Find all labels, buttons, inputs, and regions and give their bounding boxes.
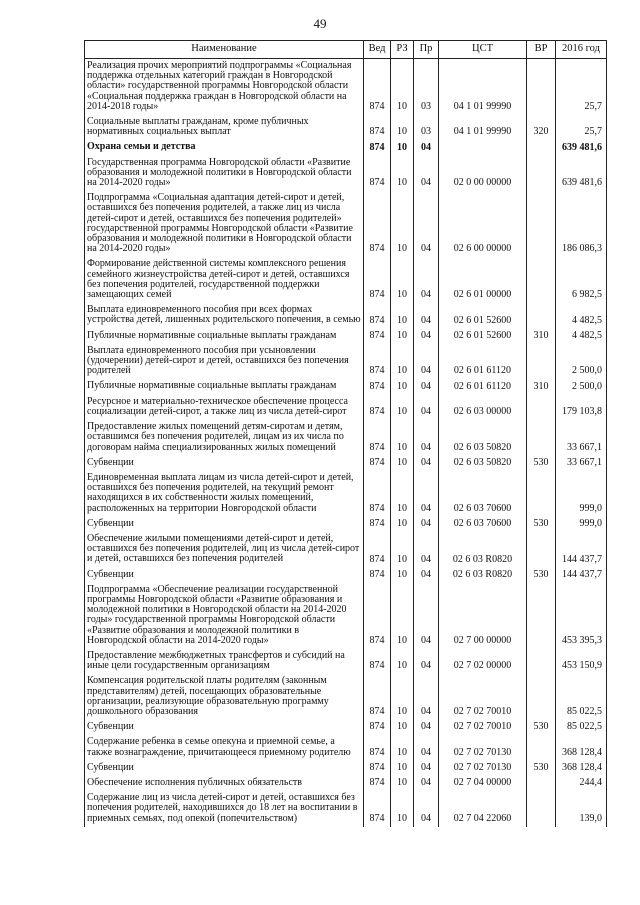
row-rz: 10 <box>391 257 414 303</box>
row-rz: 10 <box>391 583 414 649</box>
table-row <box>85 140 607 155</box>
table-row <box>85 379 607 394</box>
table-row <box>85 568 607 583</box>
row-cst: 02 6 00 00000 <box>439 191 527 257</box>
row-name: Содержание лиц из числа детей-сирот и детей, оставшихся без попечения родителей, находившихся до 18 лет на воспитании в приемных семьях, под опекой (попечительством) <box>85 791 364 827</box>
row-ved: 874 <box>364 395 391 420</box>
row-amount: 6 982,5 <box>556 257 607 303</box>
row-vr <box>527 583 556 649</box>
table-row <box>85 344 607 380</box>
row-pr: 04 <box>414 344 439 380</box>
row-amount: 2 500,0 <box>556 379 607 394</box>
row-ved: 874 <box>364 140 391 155</box>
row-name: Формирование действенной системы комплексного решения семейного жизнеустройства детей-сирот и детей, оставшихся без попечения родителей, государственной поддержки замещающих семей <box>85 257 364 303</box>
table-row <box>85 329 607 344</box>
row-name: Предоставление жилых помещений детям-сиротам и детям, оставшимся без попечения родителей, лицам из их числа по договорам найма специализированных жилых помещений <box>85 420 364 456</box>
row-rz: 10 <box>391 649 414 674</box>
row-cst: 02 7 02 70130 <box>439 735 527 760</box>
row-rz: 10 <box>391 776 414 791</box>
row-name: Обеспечение исполнения публичных обязательств <box>85 776 364 791</box>
row-cst: 02 6 03 50820 <box>439 420 527 456</box>
row-name: Субвенции <box>85 568 364 583</box>
table-row <box>85 776 607 791</box>
table-row <box>85 156 607 192</box>
row-rz: 10 <box>391 303 414 328</box>
row-cst: 02 6 03 R0820 <box>439 532 527 568</box>
row-vr <box>527 140 556 155</box>
table-row <box>85 420 607 456</box>
table-row <box>85 115 607 140</box>
row-vr <box>527 776 556 791</box>
row-vr <box>527 532 556 568</box>
row-name: Обеспечение жилыми помещениями детей-сирот и детей, оставшихся без попечения родителей, лиц из числа детей-сирот и детей, оставшихся без попечения родителей <box>85 532 364 568</box>
row-cst: 02 7 02 00000 <box>439 649 527 674</box>
row-name: Публичные нормативные социальные выплаты гражданам <box>85 379 364 394</box>
row-rz: 10 <box>391 329 414 344</box>
row-amount: 4 482,5 <box>556 329 607 344</box>
row-vr: 530 <box>527 517 556 532</box>
table-row <box>85 456 607 471</box>
row-cst: 02 6 03 50820 <box>439 456 527 471</box>
row-pr: 04 <box>414 140 439 155</box>
row-ved: 874 <box>364 735 391 760</box>
row-amount: 4 482,5 <box>556 303 607 328</box>
row-ved: 874 <box>364 59 391 116</box>
row-cst: 02 0 00 00000 <box>439 156 527 192</box>
row-pr: 04 <box>414 257 439 303</box>
row-pr: 04 <box>414 720 439 735</box>
row-amount: 453 150,9 <box>556 649 607 674</box>
row-name: Субвенции <box>85 761 364 776</box>
row-name: Субвенции <box>85 456 364 471</box>
row-cst: 02 6 01 52600 <box>439 303 527 328</box>
row-amount: 2 500,0 <box>556 344 607 380</box>
row-name: Субвенции <box>85 517 364 532</box>
table-header-row <box>85 41 607 59</box>
row-ved: 874 <box>364 471 391 517</box>
row-cst: 02 7 02 70010 <box>439 674 527 720</box>
row-rz: 10 <box>391 344 414 380</box>
row-ved: 874 <box>364 776 391 791</box>
row-pr: 04 <box>414 329 439 344</box>
row-pr: 04 <box>414 649 439 674</box>
row-rz: 10 <box>391 517 414 532</box>
row-amount: 33 667,1 <box>556 456 607 471</box>
row-amount: 25,7 <box>556 59 607 116</box>
row-name: Ресурсное и материально-техническое обеспечение процесса социализации детей-сирот, а также лиц из числа детей-сирот <box>85 395 364 420</box>
header-cst: ЦСТ <box>439 41 527 59</box>
row-ved: 874 <box>364 532 391 568</box>
row-rz: 10 <box>391 720 414 735</box>
row-name: Подпрограмма «Обеспечение реализации государственной программы Новгородской области «Развитие образования и молодежной политики в Новгородской области на 2014-2020 годы» государственной программы Новгородской области «Развитие образования и молодежной политики в Новгородской области на 2014-2020 годы» <box>85 583 364 649</box>
row-ved: 874 <box>364 420 391 456</box>
row-amount: 244,4 <box>556 776 607 791</box>
page-number: 49 <box>313 16 327 31</box>
row-ved: 874 <box>364 191 391 257</box>
row-cst: 02 7 02 70010 <box>439 720 527 735</box>
row-amount: 639 481,6 <box>556 140 607 155</box>
row-amount: 25,7 <box>556 115 607 140</box>
row-ved: 874 <box>364 583 391 649</box>
row-rz: 10 <box>391 379 414 394</box>
row-amount: 368 128,4 <box>556 761 607 776</box>
row-vr <box>527 303 556 328</box>
header-name: Наименование <box>85 41 364 59</box>
row-vr <box>527 791 556 827</box>
row-name: Государственная программа Новгородской области «Развитие образования и молодежной политики в Новгородской области на 2014-2020 годы» <box>85 156 364 192</box>
row-ved: 874 <box>364 568 391 583</box>
budget-table <box>84 40 607 827</box>
row-name: Социальные выплаты гражданам, кроме публичных нормативных социальных выплат <box>85 115 364 140</box>
row-rz: 10 <box>391 532 414 568</box>
table-row <box>85 583 607 649</box>
table-row <box>85 59 607 116</box>
row-pr: 03 <box>414 115 439 140</box>
row-cst: 02 7 04 00000 <box>439 776 527 791</box>
row-ved: 874 <box>364 257 391 303</box>
row-name: Содержание ребенка в семье опекуна и приемной семье, а также вознаграждение, причитающееся приемному родителю <box>85 735 364 760</box>
row-amount: 368 128,4 <box>556 735 607 760</box>
row-name: Выплата единовременного пособия при усыновлении (удочерении) детей-сирот и детей, оставшихся без попечения родителей <box>85 344 364 380</box>
header-year: 2016 год <box>556 41 607 59</box>
row-ved: 874 <box>364 456 391 471</box>
row-vr <box>527 735 556 760</box>
row-ved: 874 <box>364 761 391 776</box>
row-amount: 639 481,6 <box>556 156 607 192</box>
row-cst: 02 6 03 R0820 <box>439 568 527 583</box>
row-name: Реализация прочих мероприятий подпрограммы «Социальная поддержка отдельных категорий граждан в Новгородской области» государственной программы Новгородской области «Социальная поддержка граждан в Новгородской области на 2014-2018 годы» <box>85 59 364 116</box>
row-ved: 874 <box>364 344 391 380</box>
row-vr: 310 <box>527 329 556 344</box>
row-cst: 02 7 04 22060 <box>439 791 527 827</box>
row-amount: 179 103,8 <box>556 395 607 420</box>
row-cst: 02 6 01 61120 <box>439 379 527 394</box>
row-name: Охрана семьи и детства <box>85 140 364 155</box>
table-row <box>85 761 607 776</box>
row-rz: 10 <box>391 735 414 760</box>
table-row <box>85 191 607 257</box>
row-vr: 530 <box>527 761 556 776</box>
row-vr <box>527 59 556 116</box>
row-cst: 02 7 00 00000 <box>439 583 527 649</box>
row-amount: 144 437,7 <box>556 568 607 583</box>
row-pr: 04 <box>414 191 439 257</box>
row-name: Единовременная выплата лицам из числа детей-сирот и детей, оставшихся без попечения родителей, на текущий ремонт находящихся в их собственности жилых помещений, расположенных на территории Новгородской области <box>85 471 364 517</box>
row-rz: 10 <box>391 420 414 456</box>
row-ved: 874 <box>364 791 391 827</box>
row-vr <box>527 674 556 720</box>
row-pr: 04 <box>414 532 439 568</box>
header-vr: ВР <box>527 41 556 59</box>
row-rz: 10 <box>391 471 414 517</box>
row-rz: 10 <box>391 761 414 776</box>
table-row <box>85 791 607 827</box>
row-cst: 02 6 03 00000 <box>439 395 527 420</box>
row-rz: 10 <box>391 791 414 827</box>
row-pr: 04 <box>414 379 439 394</box>
row-ved: 874 <box>364 329 391 344</box>
table-row <box>85 517 607 532</box>
row-rz: 10 <box>391 456 414 471</box>
row-name: Субвенции <box>85 720 364 735</box>
row-amount: 85 022,5 <box>556 674 607 720</box>
row-vr <box>527 156 556 192</box>
table-row <box>85 532 607 568</box>
row-cst: 02 6 01 61120 <box>439 344 527 380</box>
row-name: Компенсация родительской платы родителям (законным представителям) детей, посещающих образовательные организации, реализующие образовательную программу дошкольного образования <box>85 674 364 720</box>
row-cst: 02 6 01 52600 <box>439 329 527 344</box>
row-vr <box>527 471 556 517</box>
table-body <box>85 59 607 827</box>
row-amount: 999,0 <box>556 471 607 517</box>
row-pr: 04 <box>414 568 439 583</box>
row-amount: 139,0 <box>556 791 607 827</box>
row-pr: 04 <box>414 776 439 791</box>
row-vr: 530 <box>527 720 556 735</box>
row-cst <box>439 140 527 155</box>
header-rz: РЗ <box>391 41 414 59</box>
row-cst: 02 6 03 70600 <box>439 517 527 532</box>
row-ved: 874 <box>364 156 391 192</box>
row-vr: 530 <box>527 568 556 583</box>
table-row <box>85 649 607 674</box>
row-vr: 310 <box>527 379 556 394</box>
row-vr: 530 <box>527 456 556 471</box>
table-row <box>85 720 607 735</box>
table-row <box>85 395 607 420</box>
row-amount: 453 395,3 <box>556 583 607 649</box>
row-pr: 04 <box>414 791 439 827</box>
row-amount: 85 022,5 <box>556 720 607 735</box>
row-pr: 04 <box>414 674 439 720</box>
row-pr: 04 <box>414 761 439 776</box>
row-vr <box>527 257 556 303</box>
row-pr: 04 <box>414 420 439 456</box>
row-rz: 10 <box>391 156 414 192</box>
row-amount: 33 667,1 <box>556 420 607 456</box>
row-rz: 10 <box>391 674 414 720</box>
row-vr <box>527 649 556 674</box>
table-row <box>85 735 607 760</box>
row-cst: 02 7 02 70130 <box>439 761 527 776</box>
row-name: Подпрограмма «Социальная адаптация детей-сирот и детей, оставшихся без попечения родителей, а также лиц из числа детей-сирот и детей, оставшихся без попечения родителей» государственной программы Новгородской области «Развитие образования и молодежной политики в Новгородской области на 2014-2020 годы» <box>85 191 364 257</box>
row-ved: 874 <box>364 674 391 720</box>
header-pr: Пр <box>414 41 439 59</box>
row-pr: 04 <box>414 471 439 517</box>
row-ved: 874 <box>364 303 391 328</box>
row-rz: 10 <box>391 59 414 116</box>
row-ved: 874 <box>364 115 391 140</box>
table-row <box>85 674 607 720</box>
row-ved: 874 <box>364 517 391 532</box>
table-row <box>85 257 607 303</box>
row-vr <box>527 344 556 380</box>
row-vr: 320 <box>527 115 556 140</box>
row-pr: 04 <box>414 735 439 760</box>
table-row <box>85 471 607 517</box>
row-amount: 186 086,3 <box>556 191 607 257</box>
row-ved: 874 <box>364 720 391 735</box>
row-cst: 04 1 01 99990 <box>439 59 527 116</box>
row-rz: 10 <box>391 568 414 583</box>
row-cst: 04 1 01 99990 <box>439 115 527 140</box>
row-vr <box>527 395 556 420</box>
table-row <box>85 303 607 328</box>
row-rz: 10 <box>391 115 414 140</box>
row-name: Публичные нормативные социальные выплаты гражданам <box>85 329 364 344</box>
row-pr: 04 <box>414 517 439 532</box>
row-pr: 04 <box>414 456 439 471</box>
row-vr <box>527 191 556 257</box>
row-name: Предоставление межбюджетных трансфертов и субсидий на иные цели государственным организациям <box>85 649 364 674</box>
row-name: Выплата единовременного пособия при всех формах устройства детей, лишенных родительского попечения, в семью <box>85 303 364 328</box>
row-pr: 04 <box>414 395 439 420</box>
row-rz: 10 <box>391 395 414 420</box>
row-pr: 04 <box>414 303 439 328</box>
row-pr: 04 <box>414 583 439 649</box>
row-pr: 04 <box>414 156 439 192</box>
row-cst: 02 6 01 00000 <box>439 257 527 303</box>
row-ved: 874 <box>364 379 391 394</box>
header-ved: Вед <box>364 41 391 59</box>
row-pr: 03 <box>414 59 439 116</box>
row-cst: 02 6 03 70600 <box>439 471 527 517</box>
row-rz: 10 <box>391 191 414 257</box>
row-amount: 999,0 <box>556 517 607 532</box>
row-rz: 10 <box>391 140 414 155</box>
row-amount: 144 437,7 <box>556 532 607 568</box>
row-ved: 874 <box>364 649 391 674</box>
row-vr <box>527 420 556 456</box>
